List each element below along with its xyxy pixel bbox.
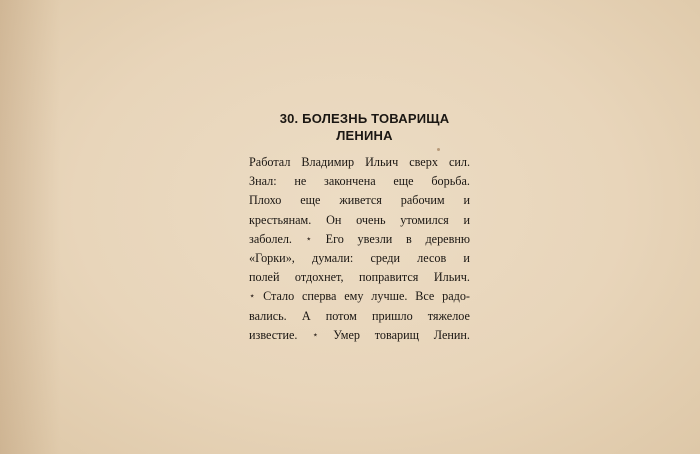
word: сперва: [302, 289, 337, 304]
word: «Горки»,: [249, 250, 295, 265]
word: в: [406, 231, 412, 246]
word: Знал:: [249, 174, 277, 189]
word: живется: [339, 193, 382, 208]
word: среди: [370, 250, 400, 265]
star-ornament-icon: ⋆: [305, 233, 312, 245]
word: Стало: [263, 289, 295, 304]
text-line: [249, 191, 470, 210]
word: и: [463, 193, 470, 208]
title-line: ЛЕНИНА: [336, 128, 393, 143]
text-line: [249, 307, 470, 326]
text-line: [249, 268, 470, 287]
word: сверх: [409, 155, 438, 169]
word: заболел.: [249, 231, 292, 246]
word: утомился: [400, 212, 449, 227]
word: еще: [300, 193, 321, 208]
title-line: 30. БОЛЕЗНЬ ТОВАРИЩА: [279, 111, 450, 126]
word: и: [463, 212, 470, 227]
word: Ильич.: [433, 270, 470, 285]
word: полей: [249, 270, 280, 285]
word: тяжелое: [427, 308, 470, 323]
word: радо-: [442, 289, 470, 304]
page-edge-shadow: [0, 0, 60, 454]
word: крестьянам.: [249, 212, 312, 227]
word: пришло: [371, 308, 413, 323]
word: известие.: [249, 327, 298, 342]
word: еще: [393, 174, 414, 189]
word: поправится: [358, 270, 419, 285]
word: сил.: [448, 155, 470, 169]
word: увезли: [357, 231, 393, 246]
text-line: [249, 172, 470, 191]
chapter-paragraph: [249, 153, 470, 345]
word: вались.: [249, 308, 287, 323]
word: рабочим: [400, 193, 445, 208]
word: отдохнет,: [294, 270, 344, 285]
word: борьба.: [431, 174, 470, 189]
word: Он: [326, 212, 342, 227]
star-ornament-icon: ⋆: [312, 329, 319, 341]
word: Все: [415, 289, 435, 304]
word: Его: [325, 231, 344, 246]
word: Ильич: [365, 155, 399, 169]
word: Плохо: [249, 193, 282, 208]
word: думали:: [312, 250, 354, 265]
word: деревню: [425, 231, 470, 246]
word: Владимир: [301, 155, 355, 169]
text-block: [249, 110, 470, 345]
text-line: [249, 326, 470, 345]
star-ornament-icon: ⋆: [249, 291, 256, 303]
word: товарищ: [374, 327, 420, 342]
text-line: [249, 249, 470, 268]
word: Ленин.: [433, 327, 470, 342]
word: закончена: [324, 174, 376, 189]
word: лесов: [417, 250, 447, 265]
word: и: [463, 250, 470, 265]
word: лучше.: [371, 289, 408, 304]
word: Работал: [249, 155, 291, 169]
word: Умер: [333, 327, 360, 342]
text-line: [249, 211, 470, 230]
text-line: [249, 153, 470, 172]
word: не: [294, 174, 307, 189]
chapter-title: [259, 110, 470, 144]
word: А: [301, 308, 311, 323]
word: очень: [356, 212, 386, 227]
text-line: [249, 287, 470, 306]
text-line: [249, 230, 470, 249]
word: потом: [325, 308, 357, 323]
word: ему: [344, 289, 364, 304]
